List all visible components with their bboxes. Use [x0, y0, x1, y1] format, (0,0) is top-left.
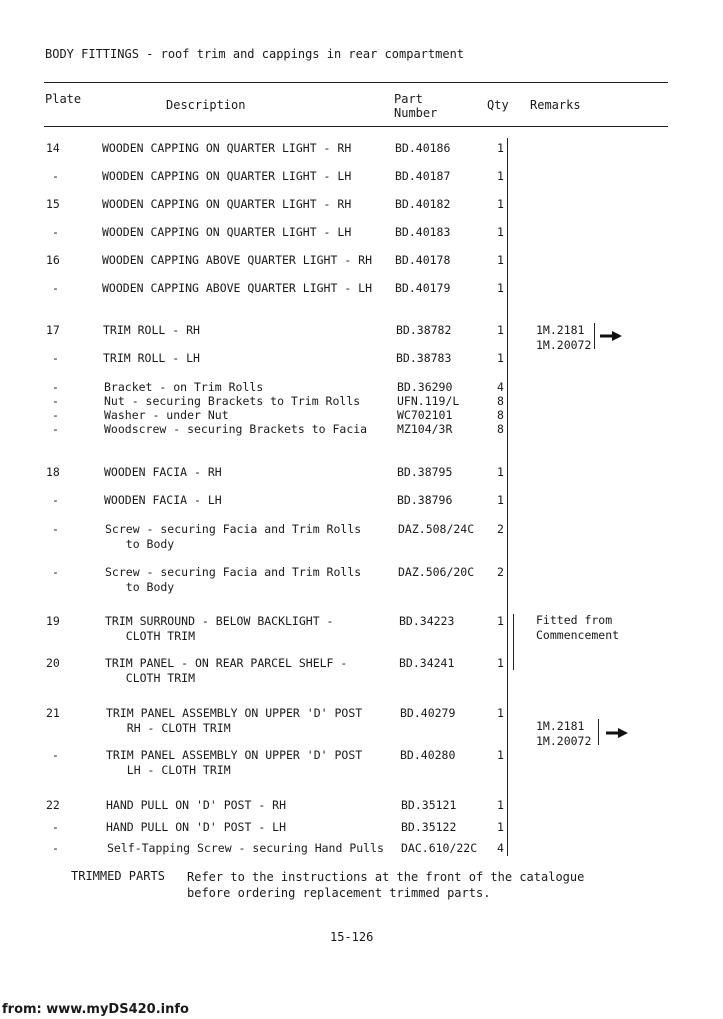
row-plate: -	[52, 281, 59, 295]
header-top-rule	[44, 82, 668, 83]
row-description: WOODEN CAPPING ON QUARTER LIGHT - LH	[102, 225, 352, 239]
row-plate: -	[52, 225, 59, 239]
remark-1-bracket	[594, 323, 595, 349]
row-qty: 1	[497, 465, 504, 479]
row-part-number: DAZ.508/24C	[398, 522, 475, 536]
header-qty: Qty	[487, 98, 509, 112]
row-description: Washer - under Nut	[104, 408, 229, 422]
row-qty: 1	[497, 169, 504, 183]
header-plate: Plate	[45, 92, 82, 106]
row-qty: 8	[497, 422, 504, 436]
row-qty: 2	[497, 522, 504, 536]
row-description: Screw - securing Facia and Trim Rolls	[105, 522, 362, 536]
row-qty: 8	[497, 408, 504, 422]
row-qty: 8	[497, 394, 504, 408]
row-qty: 1	[497, 253, 504, 267]
row-plate: 15	[46, 197, 60, 211]
row-plate: 17	[46, 323, 60, 337]
remark-1-line1: 1M.2181	[536, 323, 585, 337]
row-part-number: BD.40182	[395, 197, 451, 211]
page-number: 15-126	[330, 930, 374, 944]
row-qty: 1	[497, 197, 504, 211]
row-description: HAND PULL ON 'D' POST - LH	[106, 820, 287, 834]
row-description: WOODEN CAPPING ON QUARTER LIGHT - RH	[102, 141, 352, 155]
row-part-number: BD.38783	[396, 351, 452, 365]
row-plate: -	[52, 351, 59, 365]
row-description: TRIM PANEL ASSEMBLY ON UPPER 'D' POST	[106, 748, 363, 762]
row-plate: 14	[46, 141, 60, 155]
row-qty: 1	[497, 748, 504, 762]
qty-divider-main	[507, 138, 508, 856]
remark-2-line2: Commencement	[536, 628, 620, 642]
row-description: LH - CLOTH TRIM	[106, 763, 231, 777]
remark-3-line1: 1M.2181	[536, 719, 585, 733]
remark-1-line2: 1M.20072	[536, 338, 592, 352]
row-part-number: BD.36290	[397, 380, 453, 394]
row-qty: 4	[497, 841, 504, 855]
row-description: WOODEN CAPPING ABOVE QUARTER LIGHT - RH	[102, 253, 373, 267]
footer-label: TRIMMED PARTS	[71, 869, 165, 883]
row-qty: 1	[497, 323, 504, 337]
row-part-number: BD.40187	[395, 169, 451, 183]
row-part-number: BD.40183	[395, 225, 451, 239]
row-plate: -	[52, 748, 59, 762]
row-plate: -	[52, 841, 59, 855]
row-plate: -	[52, 408, 59, 422]
row-description: HAND PULL ON 'D' POST - RH	[106, 798, 287, 812]
row-part-number: BD.35122	[401, 820, 457, 834]
header-part-line1: Part	[394, 92, 423, 106]
row-description: TRIM PANEL - ON REAR PARCEL SHELF -	[105, 656, 348, 670]
row-description: WOODEN CAPPING ON QUARTER LIGHT - RH	[102, 197, 352, 211]
row-description: to Body	[105, 537, 175, 551]
row-description: TRIM ROLL - RH	[103, 323, 200, 337]
row-description: TRIM PANEL ASSEMBLY ON UPPER 'D' POST	[106, 706, 363, 720]
row-description: Self-Tapping Screw - securing Hand Pulls	[107, 841, 384, 855]
row-plate: 20	[46, 656, 60, 670]
row-description: Screw - securing Facia and Trim Rolls	[105, 565, 362, 579]
row-part-number: MZ104/3R	[397, 422, 453, 436]
remark-3-bracket	[598, 719, 599, 745]
row-part-number: DAC.610/22C	[401, 841, 478, 855]
right-arrow-icon	[606, 728, 628, 738]
qty-divider-commencement	[513, 614, 514, 670]
row-part-number: BD.40186	[395, 141, 451, 155]
row-plate: 18	[46, 465, 60, 479]
row-description: RH - CLOTH TRIM	[106, 721, 231, 735]
row-plate: -	[52, 493, 59, 507]
row-qty: 1	[497, 656, 504, 670]
row-qty: 1	[497, 798, 504, 812]
row-description: Bracket - on Trim Rolls	[104, 380, 264, 394]
row-description: to Body	[105, 580, 175, 594]
row-description: Nut - securing Brackets to Trim Rolls	[104, 394, 361, 408]
row-qty: 1	[497, 493, 504, 507]
header-remarks: Remarks	[530, 98, 581, 112]
header-part-line2: Number	[394, 106, 438, 120]
row-plate: 19	[46, 614, 60, 628]
row-description: Woodscrew - securing Brackets to Facia	[104, 422, 368, 436]
row-part-number: UFN.119/L	[397, 394, 460, 408]
row-plate: -	[52, 422, 59, 436]
row-part-number: BD.38782	[396, 323, 452, 337]
row-part-number: DAZ.506/20C	[398, 565, 475, 579]
row-part-number: BD.40179	[395, 281, 451, 295]
row-description: CLOTH TRIM	[105, 671, 196, 685]
row-plate: 21	[46, 706, 60, 720]
row-qty: 1	[497, 706, 504, 720]
page-title: BODY FITTINGS - roof trim and cappings in rear compartment	[45, 47, 465, 61]
header-description: Description	[166, 98, 246, 112]
row-part-number: BD.38796	[397, 493, 453, 507]
row-description: WOODEN FACIA - RH	[104, 465, 222, 479]
footer-text: Refer to the instructions at the front of the catalogue before ordering replacement trimmed parts.	[187, 870, 585, 900]
row-description: TRIM SURROUND - BELOW BACKLIGHT -	[105, 614, 334, 628]
row-qty: 1	[497, 225, 504, 239]
row-plate: -	[52, 820, 59, 834]
remark-2-line1: Fitted from	[536, 613, 613, 627]
row-part-number: BD.34223	[399, 614, 455, 628]
row-qty: 1	[497, 614, 504, 628]
source-watermark: from: www.myDS420.info	[2, 1002, 189, 1017]
row-plate: 22	[46, 798, 60, 812]
row-qty: 2	[497, 565, 504, 579]
row-plate: -	[52, 169, 59, 183]
row-qty: 1	[497, 351, 504, 365]
row-description: WOODEN FACIA - LH	[104, 493, 222, 507]
row-plate: -	[52, 522, 59, 536]
row-part-number: BD.34241	[399, 656, 455, 670]
row-plate: -	[52, 380, 59, 394]
row-plate: -	[52, 394, 59, 408]
row-qty: 1	[497, 820, 504, 834]
row-part-number: BD.35121	[401, 798, 457, 812]
remark-3-line2: 1M.20072	[536, 734, 592, 748]
row-part-number: BD.40279	[400, 706, 456, 720]
row-part-number: BD.40280	[400, 748, 456, 762]
row-description: WOODEN CAPPING ON QUARTER LIGHT - LH	[102, 169, 352, 183]
row-qty: 1	[497, 141, 504, 155]
row-part-number: BD.40178	[395, 253, 451, 267]
row-qty: 1	[497, 281, 504, 295]
row-plate: -	[52, 565, 59, 579]
right-arrow-icon	[600, 331, 622, 341]
header-bottom-rule	[44, 126, 668, 127]
row-part-number: BD.38795	[397, 465, 453, 479]
row-description: TRIM ROLL - LH	[103, 351, 200, 365]
row-qty: 4	[497, 380, 504, 394]
row-part-number: WC702101	[397, 408, 453, 422]
row-plate: 16	[46, 253, 60, 267]
row-description: CLOTH TRIM	[105, 629, 196, 643]
row-description: WOODEN CAPPING ABOVE QUARTER LIGHT - LH	[102, 281, 373, 295]
